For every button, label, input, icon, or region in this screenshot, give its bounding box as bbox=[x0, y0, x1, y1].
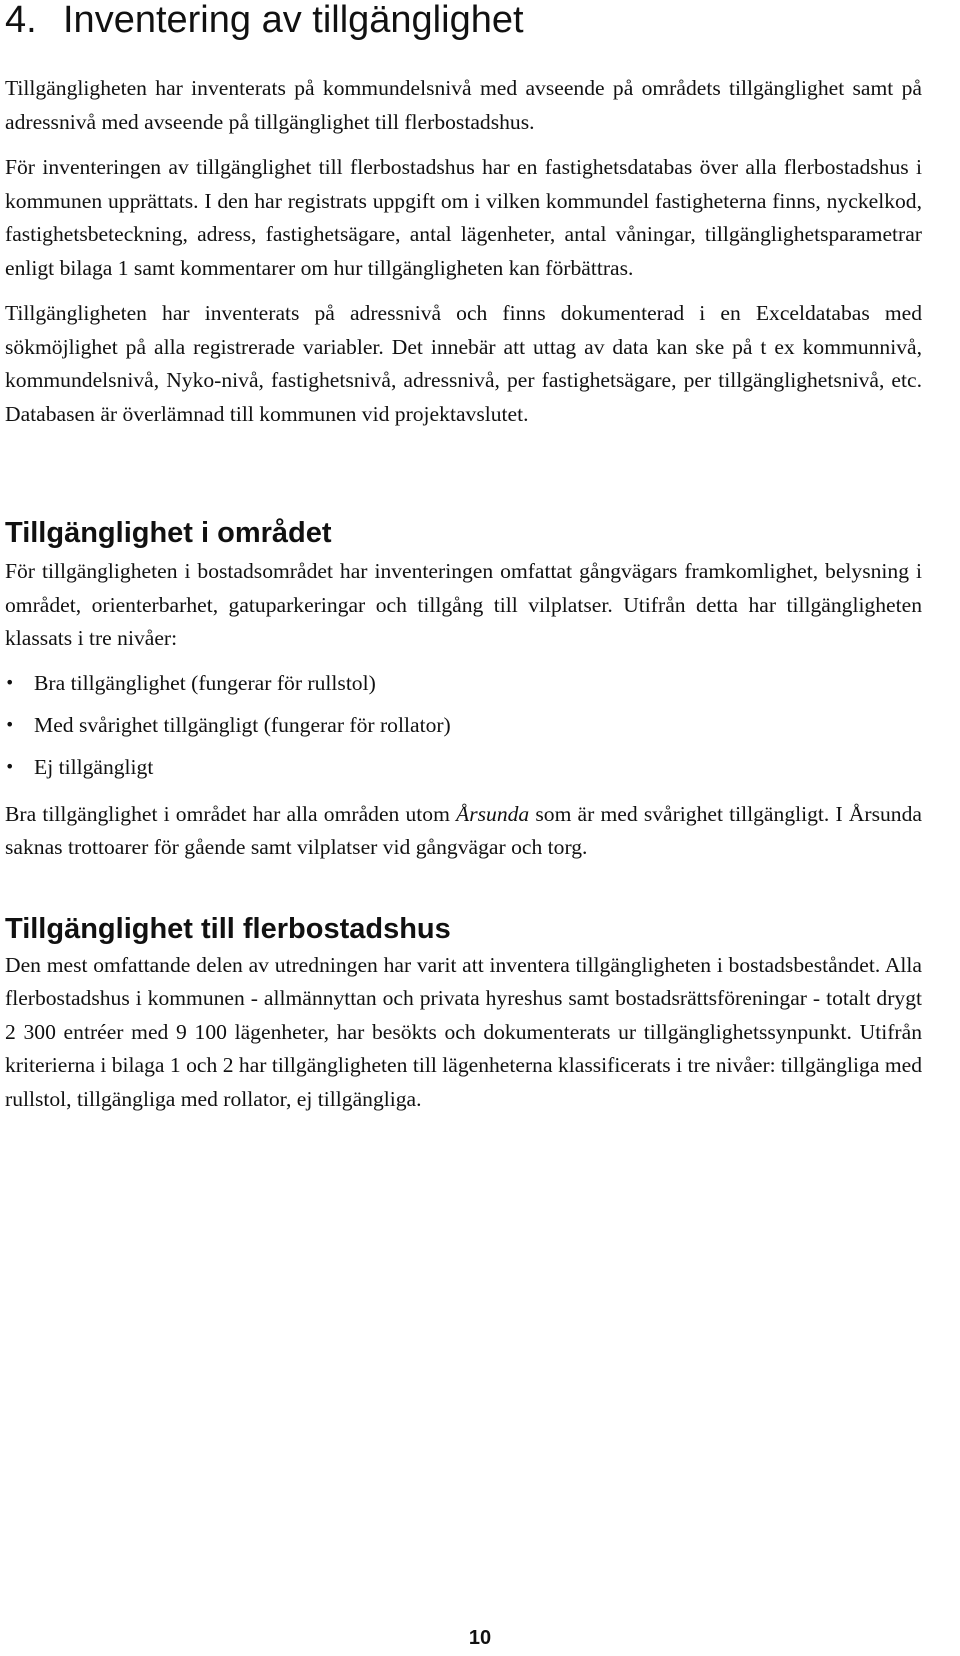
list-item bbox=[5, 662, 922, 704]
chapter-title: Inventering av tillgänglighet bbox=[63, 0, 524, 41]
paragraph-area-conclusion bbox=[5, 798, 922, 865]
bullet-icon: • bbox=[5, 756, 15, 776]
bullet-icon: • bbox=[5, 714, 15, 734]
list-item bbox=[5, 704, 922, 746]
conclusion-text-after: som är med svårighet tillgängligt. I Årsunda saknas trottoarer för gående samt vilplatser vid gångvägar och torg. bbox=[5, 801, 922, 859]
conclusion-text-before: Bra tillgänglighet i området har alla områden utom bbox=[5, 801, 457, 826]
page-number: 10 bbox=[468, 1627, 492, 1649]
list-item-text: Med svårighet tillgängligt (fungerar för rollator) bbox=[34, 712, 451, 737]
place-name-arsunda: Årsunda bbox=[456, 801, 530, 826]
chapter-number: 4. bbox=[5, 0, 37, 41]
paragraph-excel-database: Tillgängligheten har inventerats på adressnivå och finns dokumenterad i en Exceldatabas med sökmöjlighet på alla registrerade variabler. Det innebär att uttag av data kan ske på t ex kommunnivå, kommundelsnivå, Nyko-nivå, fastighetsnivå, adressnivå, per fastighetsägare, per tillgänglighetsnivå, etc. Databasen är överlämnad till kommunen vid projektavslutet. bbox=[5, 301, 922, 426]
section-heading-area: Tillgänglighet i området bbox=[5, 517, 332, 549]
paragraph-area-intro: För tillgängligheten i bostadsområdet har inventeringen omfattat gångvägars framkomlighet, belysning i området, orienterbarhet, gatuparkeringar och tillgång till vilplatser. Utifrån detta har tillgängligheten klassats i tre nivåer: bbox=[5, 559, 922, 650]
paragraph-property-database: För inventeringen av tillgänglighet till flerbostadshus har en fastighetsdatabas över alla flerbostadshus i kommunen upprättats. I den har registrats uppgift om i vilken kommundel fastigheterna finns, nyckelkod, fastighetsbeteckning, adress, fastighetsägare, antal lägenheter, antal våningar, tillgänglighetsparametrar enligt bilaga 1 samt kommentarer om hur tillgängligheten kan förbättras. bbox=[5, 155, 922, 280]
bullet-icon: • bbox=[5, 672, 15, 692]
paragraph-inventory-levels: Tillgängligheten har inventerats på kommundelsnivå med avseende på områdets tillgänglighet samt på adressnivå med avseende på tillgänglighet till flerbostadshus. bbox=[5, 76, 922, 134]
paragraph-housing: Den mest omfattande delen av utredningen har varit att inventera tillgängligheten i bostadsbeståndet. Alla flerbostadshus i kommunen - allmännyttan och privata hyreshus samt bostadsrättsföreningar - totalt drygt 2 300 entréer med 9 100 lägenheter, har besökts och dokumenterats ur tillgänglighetssynpunkt. Utifrån kriterierna i bilaga 1 och 2 har tillgängligheten till lägenheterna klassificerats i tre nivåer: tillgängliga med rullstol, tillgängliga med rollator, ej tillgängliga. bbox=[5, 952, 922, 1111]
list-item bbox=[5, 746, 922, 788]
list-item-text: Bra tillgänglighet (fungerar för rullstol) bbox=[34, 670, 376, 695]
list-item-text: Ej tillgängligt bbox=[34, 754, 154, 779]
accessibility-levels-list bbox=[5, 662, 922, 788]
chapter-heading bbox=[5, 0, 922, 41]
section-heading-housing: Tillgänglighet till flerbostadshus bbox=[5, 912, 451, 945]
